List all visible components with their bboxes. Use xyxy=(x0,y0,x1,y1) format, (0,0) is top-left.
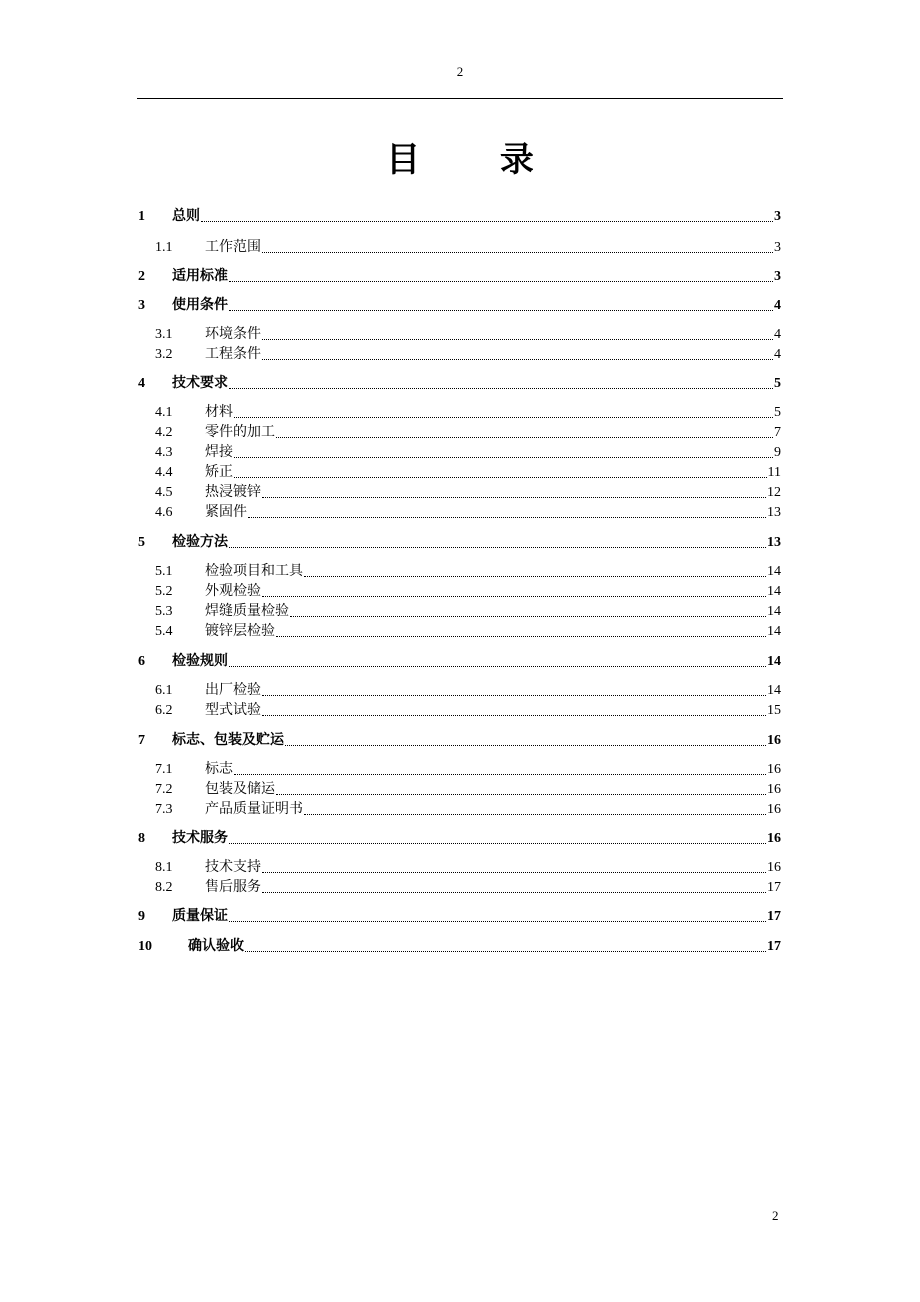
toc-entry[interactable] xyxy=(138,345,781,365)
toc-entry[interactable] xyxy=(138,602,781,622)
toc-entry-label: 型式试验 xyxy=(205,703,261,718)
toc-entry-page: 17 xyxy=(767,909,781,924)
toc-entry[interactable] xyxy=(138,533,781,553)
toc-entry-number: 3.2 xyxy=(155,347,173,362)
toc-entry-label: 检验方法 xyxy=(172,535,228,550)
toc-entry-number: 7.3 xyxy=(155,802,173,817)
toc-dot-leader xyxy=(262,325,773,345)
toc-entry-number: 10 xyxy=(138,939,152,954)
toc-dot-leader xyxy=(229,652,766,672)
toc-entry[interactable] xyxy=(138,652,781,672)
toc-entry-number: 5.2 xyxy=(155,584,173,599)
toc-entry-page: 14 xyxy=(767,604,781,619)
toc-entry-number: 7.1 xyxy=(155,762,173,777)
toc-entry-number: 8.1 xyxy=(155,860,173,875)
toc-entry-page: 3 xyxy=(774,240,781,255)
toc-entry-page: 9 xyxy=(774,445,781,460)
toc-entry-number: 5.3 xyxy=(155,604,173,619)
toc-entry-label: 检验项目和工具 xyxy=(205,564,303,579)
toc-dot-leader xyxy=(201,207,773,227)
toc-entry-label: 焊接 xyxy=(205,445,233,460)
toc-entry-label: 焊缝质量检验 xyxy=(205,604,289,619)
toc-entry-number: 8 xyxy=(138,831,145,846)
toc-entry-number: 5.4 xyxy=(155,624,173,639)
toc-dot-leader xyxy=(229,533,766,553)
toc-entry-label: 标志、包装及贮运 xyxy=(172,733,284,748)
toc-entry-number: 3.1 xyxy=(155,327,173,342)
toc-entry-number: 2 xyxy=(138,269,145,284)
toc-entry-number: 3 xyxy=(138,298,145,313)
toc-entry[interactable] xyxy=(138,858,781,878)
toc-entry-page: 3 xyxy=(774,209,781,224)
toc-entry[interactable] xyxy=(138,325,781,345)
toc-entry[interactable] xyxy=(138,443,781,463)
toc-entry-number: 1 xyxy=(138,209,145,224)
toc-dot-leader xyxy=(234,760,766,780)
header-page-number: 2 xyxy=(456,64,464,79)
toc-entry-page: 5 xyxy=(774,405,781,420)
toc-dot-leader xyxy=(229,267,773,287)
toc-dot-leader xyxy=(262,858,766,878)
toc-entry[interactable] xyxy=(138,403,781,423)
toc-dot-leader xyxy=(245,937,766,957)
toc-dot-leader xyxy=(229,296,773,316)
toc-entry[interactable] xyxy=(138,582,781,602)
toc-entry-page: 5 xyxy=(774,376,781,391)
toc-entry-number: 4.3 xyxy=(155,445,173,460)
toc-entry-label: 工程条件 xyxy=(205,347,261,362)
toc-entry-number: 4.2 xyxy=(155,425,173,440)
toc-entry[interactable] xyxy=(138,760,781,780)
toc-entry-page: 16 xyxy=(767,762,781,777)
toc-entry-page: 7 xyxy=(774,425,781,440)
toc-dot-leader xyxy=(234,403,773,423)
toc-dot-leader xyxy=(276,780,766,800)
toc-entry[interactable] xyxy=(138,907,781,927)
toc-entry-label: 技术支持 xyxy=(205,860,261,875)
toc-dot-leader xyxy=(262,238,773,258)
toc-entry-page: 12 xyxy=(767,485,781,500)
toc-entry-label: 确认验收 xyxy=(188,939,244,954)
toc-entry-label: 材料 xyxy=(205,405,233,420)
toc-entry[interactable] xyxy=(138,731,781,751)
toc-entry-number: 5 xyxy=(138,535,145,550)
toc-entry-label: 包装及储运 xyxy=(205,782,275,797)
toc-entry[interactable] xyxy=(138,374,781,394)
toc-entry-label: 工作范围 xyxy=(205,240,261,255)
toc-entry-page: 16 xyxy=(767,802,781,817)
toc-entry-number: 9 xyxy=(138,909,145,924)
toc-entry-page: 14 xyxy=(767,584,781,599)
toc-entry-label: 技术服务 xyxy=(172,831,228,846)
page-title: 目 录 xyxy=(386,140,568,180)
toc-dot-leader xyxy=(262,345,773,365)
toc-entry-page: 17 xyxy=(767,939,781,954)
toc-entry-label: 热浸镀锌 xyxy=(205,485,261,500)
footer-page-number: 2 xyxy=(772,1208,779,1223)
toc-dot-leader xyxy=(262,878,766,898)
toc-entry-page: 17 xyxy=(767,880,781,895)
toc-entry-label: 镀锌层检验 xyxy=(205,624,275,639)
toc-dot-leader xyxy=(262,483,766,503)
toc-entry-label: 环境条件 xyxy=(205,327,261,342)
toc-entry[interactable] xyxy=(138,207,781,227)
toc-entry-page: 4 xyxy=(774,298,781,313)
toc-entry[interactable] xyxy=(138,423,781,443)
toc-entry-number: 7.2 xyxy=(155,782,173,797)
toc-entry-label: 适用标准 xyxy=(172,269,228,284)
toc-dot-leader xyxy=(229,907,766,927)
toc-entry-number: 4.6 xyxy=(155,505,173,520)
toc-entry[interactable] xyxy=(138,562,781,582)
toc-entry[interactable] xyxy=(138,483,781,503)
toc-entry-page: 11 xyxy=(767,465,781,480)
toc-entry-label: 技术要求 xyxy=(172,376,228,391)
toc-entry[interactable] xyxy=(138,780,781,800)
toc-entry-page: 16 xyxy=(767,860,781,875)
toc-entry[interactable] xyxy=(138,463,781,483)
toc-entry-label: 使用条件 xyxy=(172,298,228,313)
toc-entry-label: 外观检验 xyxy=(205,584,261,599)
toc-dot-leader xyxy=(262,681,766,701)
toc-entry-label: 售后服务 xyxy=(205,880,261,895)
toc-entry-page: 15 xyxy=(767,703,781,718)
toc-entry[interactable] xyxy=(138,296,781,316)
toc-entry-number: 4.5 xyxy=(155,485,173,500)
toc-entry-page: 14 xyxy=(767,654,781,669)
toc-entry[interactable] xyxy=(138,937,781,957)
toc-entry-number: 4.4 xyxy=(155,465,173,480)
toc-entry-page: 4 xyxy=(774,327,781,342)
toc-entry-label: 总则 xyxy=(172,209,200,224)
toc-entry-number: 6 xyxy=(138,654,145,669)
toc-entry[interactable] xyxy=(138,267,781,287)
toc-entry-page: 4 xyxy=(774,347,781,362)
toc-entry-page: 13 xyxy=(767,505,781,520)
toc-entry-label: 检验规则 xyxy=(172,654,228,669)
toc-entry-page: 14 xyxy=(767,624,781,639)
toc-entry-number: 4 xyxy=(138,376,145,391)
toc-entry-page: 16 xyxy=(767,831,781,846)
toc-entry-number: 6.2 xyxy=(155,703,173,718)
toc-entry-number: 7 xyxy=(138,733,145,748)
toc-entry-number: 8.2 xyxy=(155,880,173,895)
toc-dot-leader xyxy=(290,602,766,622)
toc-entry-label: 出厂检验 xyxy=(205,683,261,698)
toc-entry[interactable] xyxy=(138,238,781,258)
toc-entry[interactable] xyxy=(138,622,781,642)
toc-entry-page: 16 xyxy=(767,782,781,797)
toc-dot-leader xyxy=(229,374,773,394)
toc-entry-label: 紧固件 xyxy=(205,505,247,520)
toc-entry[interactable] xyxy=(138,878,781,898)
toc-entry-label: 零件的加工 xyxy=(205,425,275,440)
toc-dot-leader xyxy=(285,731,766,751)
toc-entry-page: 14 xyxy=(767,683,781,698)
toc-dot-leader xyxy=(262,701,766,721)
toc-dot-leader xyxy=(304,562,766,582)
toc-dot-leader xyxy=(276,622,766,642)
toc-entry-page: 14 xyxy=(767,564,781,579)
toc-dot-leader xyxy=(234,463,767,483)
toc-entry[interactable] xyxy=(138,800,781,820)
toc-entry[interactable] xyxy=(138,701,781,721)
toc-entry-number: 4.1 xyxy=(155,405,173,420)
header-divider xyxy=(137,98,783,99)
toc-entry-page: 13 xyxy=(767,535,781,550)
toc-dot-leader xyxy=(229,829,766,849)
toc-entry[interactable] xyxy=(138,829,781,849)
toc-entry-number: 1.1 xyxy=(155,240,173,255)
toc-dot-leader xyxy=(248,503,766,523)
toc-dot-leader xyxy=(234,443,773,463)
toc-entry-page: 3 xyxy=(774,269,781,284)
toc-dot-leader xyxy=(304,800,766,820)
toc-entry-label: 质量保证 xyxy=(172,909,228,924)
toc-entry[interactable] xyxy=(138,681,781,701)
toc-entry-label: 矫正 xyxy=(205,465,233,480)
toc-entry-label: 产品质量证明书 xyxy=(205,802,303,817)
toc-dot-leader xyxy=(262,582,766,602)
toc-entry-number: 6.1 xyxy=(155,683,173,698)
toc-entry-label: 标志 xyxy=(205,762,233,777)
toc-entry[interactable] xyxy=(138,503,781,523)
toc-dot-leader xyxy=(276,423,773,443)
toc-entry-page: 16 xyxy=(767,733,781,748)
toc-entry-number: 5.1 xyxy=(155,564,173,579)
